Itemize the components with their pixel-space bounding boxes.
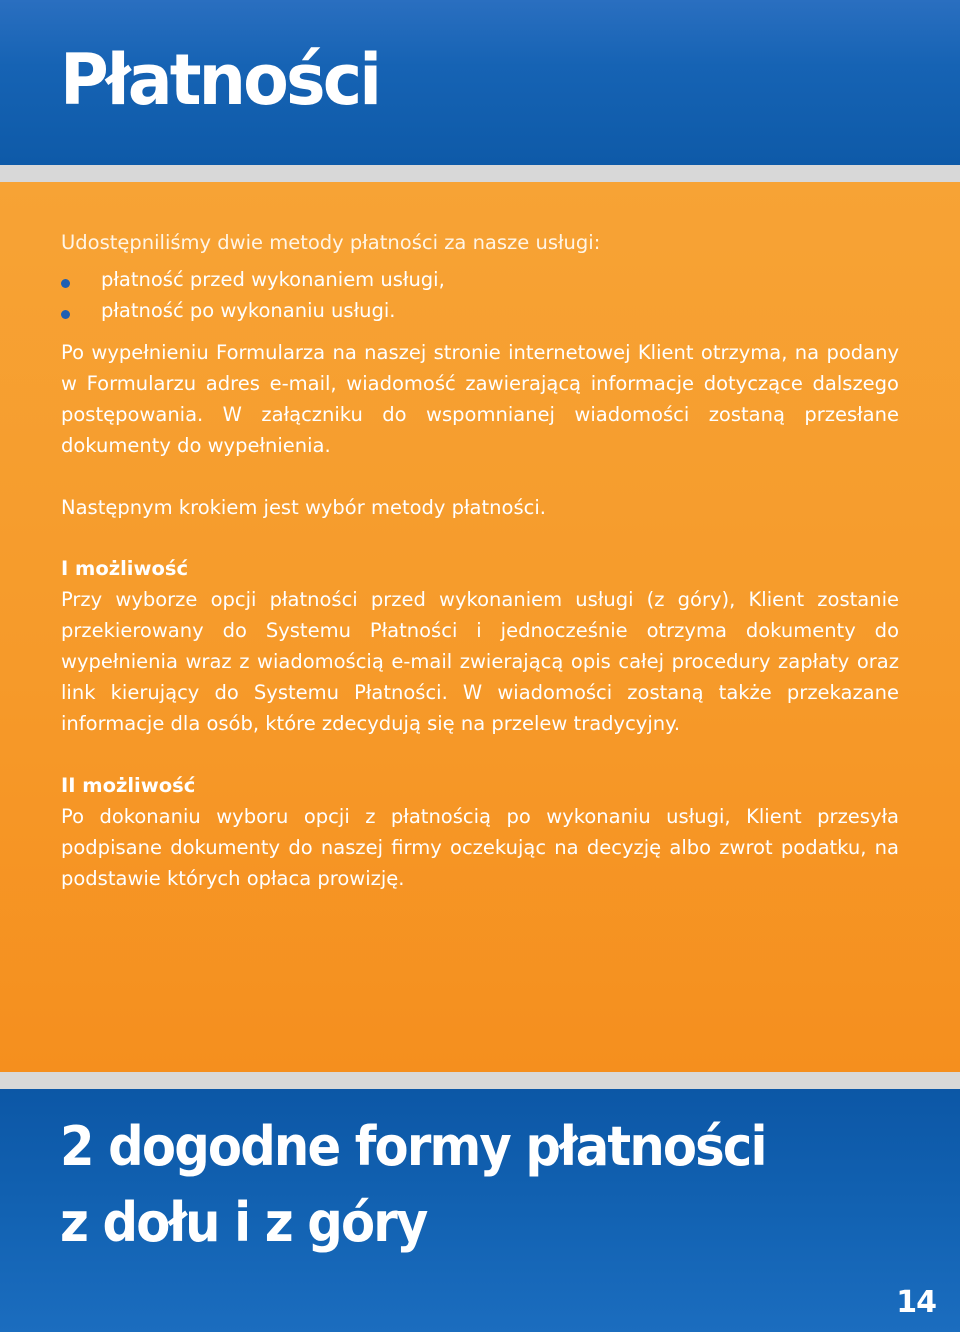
list-item — [61, 264, 445, 295]
list-item-label: płatność po wykonaniu usługi. — [101, 299, 396, 322]
page-number: 14 — [896, 1285, 936, 1320]
option-2-text: Po dokonaniu wyboru opcji z płatnością po wykonaniu usługi, Klient przesyła podpisane dokumenty do naszej firmy oczekując na decyzję albo zwrot podatku, na podstawie których opłaca prowizję. — [61, 805, 899, 890]
page-title: Płatności — [60, 39, 380, 121]
option-1-text: Przy wyborze opcji płatności przed wykonaniem usługi (z góry), Klient zostanie przekierowany do Systemu Płatności i jednocześnie otrzyma dokumenty do wypełnienia wraz z wiadomością e-mail zwierającą opis całej procedury zapłaty oraz link kierujący do Systemu Płatności. W wiadomości zostaną także przekazane informacje dla osób, które zdecydują się na przelew tradycyjny. — [61, 588, 899, 735]
option-1-heading: I możliwość — [61, 557, 189, 580]
next-step-paragraph: Następnym krokiem jest wybór metody płatności. — [61, 496, 546, 519]
footer-separator — [0, 1072, 960, 1089]
payment-methods-list — [61, 264, 445, 326]
header-banner — [0, 0, 960, 165]
list-item — [61, 295, 445, 326]
list-item-label: płatność przed wykonaniem usługi, — [101, 268, 445, 291]
option-2-heading: II możliwość — [61, 774, 196, 797]
header-separator — [0, 165, 960, 182]
slogan-line-1: 2 dogodne formy płatności — [60, 1115, 766, 1178]
slogan-line-2: z dołu i z góry — [60, 1191, 427, 1254]
intro-text: Udostępniliśmy dwie metody płatności za nasze usługi: — [61, 231, 601, 254]
form-instructions-paragraph: Po wypełnieniu Formularza na naszej stronie internetowej Klient otrzyma, na podany w Formularzu adres e-mail, wiadomość zawierającą informacje dotyczące dalszego postępowania. W załączniku do wspomnianej wiadomości zostaną przesłane dokumenty do wypełnienia. — [61, 341, 899, 457]
bullet-icon — [61, 279, 70, 288]
bullet-icon — [61, 310, 70, 319]
